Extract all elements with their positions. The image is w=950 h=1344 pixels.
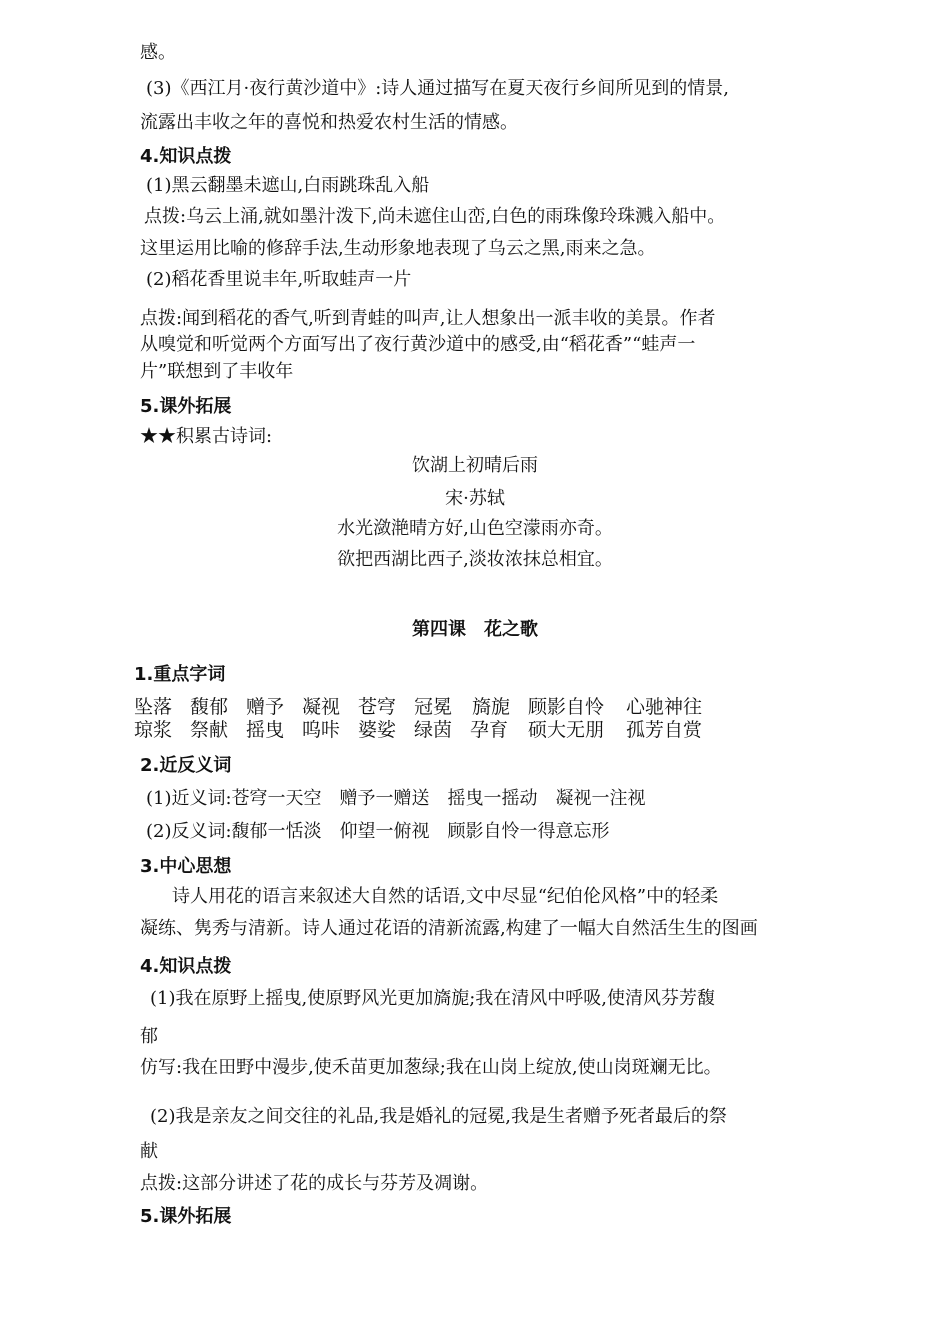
text-line: 流露出丰收之年的喜悦和热爱农村生活的情感。: [140, 112, 518, 133]
poem-title: 饮湖上初晴后雨: [412, 455, 538, 476]
text-line: 诗人用花的语言来叙述大自然的话语,文中尽显“纪伯伦风格”中的轻柔: [172, 886, 719, 907]
vocab-word: 顾影自怜: [528, 696, 605, 718]
vocab-word: 孕育: [470, 719, 509, 741]
text-line: ★★积累古诗词:: [140, 426, 273, 447]
text-line: 从嗅觉和听觉两个方面写出了夜行黄沙道中的感受,由“稻花香”“蛙声一: [140, 334, 696, 355]
text-line: 点拨:这部分讲述了花的成长与芬芳及凋谢。: [140, 1173, 489, 1194]
text-line: 点拨:乌云上涌,就如墨汁泼下,尚未遮住山峦,白色的雨珠像玲珠溅入船中。: [144, 206, 726, 227]
section-heading: 4.知识点拨: [140, 956, 232, 977]
text-line: 点拨:闻到稻花的香气,听到青蛙的叫声,让人想象出一派丰收的美景。作者: [140, 308, 716, 329]
vocab-word: 婆娑: [358, 719, 397, 741]
vocab-word: 苍穹: [358, 696, 397, 718]
text-line: (2)稻花香里说丰年,听取蛙声一片: [146, 269, 412, 290]
text-line: 这里运用比喻的修辞手法,生动形象地表现了乌云之黑,雨来之急。: [140, 238, 656, 259]
vocab-word: 呜咔: [302, 719, 341, 741]
text-line: (2)反义词:馥郁一恬淡 仰望一俯视 顾影自怜一得意忘形: [146, 821, 610, 842]
section-heading: 3.中心思想: [140, 856, 232, 877]
lesson-title: 第四课 花之歌: [412, 619, 538, 640]
vocab-word: 馥郁: [190, 696, 229, 718]
vocab-word: 琼浆: [134, 719, 173, 741]
section-heading: 1.重点字词: [134, 664, 226, 685]
text-line: 郁: [140, 1026, 158, 1047]
vocab-word: 祭献: [190, 719, 229, 741]
poem-author: 宋·苏轼: [445, 488, 505, 509]
vocab-word: 凝视: [302, 696, 341, 718]
vocab-word: 孤芳自赏: [626, 719, 703, 741]
section-heading: 4.知识点拨: [140, 146, 232, 167]
text-line: (2)我是亲友之间交往的礼品,我是婚礼的冠冕,我是生者赠予死者最后的祭: [150, 1106, 727, 1127]
text-line: 仿写:我在田野中漫步,使禾苗更加葱绿;我在山岗上绽放,使山岗斑斓无比。: [140, 1057, 722, 1078]
text-line: (1)黑云翻墨未遮山,白雨跳珠乱入船: [146, 175, 430, 196]
section-heading: 5.课外拓展: [140, 396, 232, 417]
vocab-word: 摇曳: [246, 719, 285, 741]
vocab-word: 绿茵: [414, 719, 453, 741]
poem-line: 水光潋滟晴方好,山色空濛雨亦奇。: [337, 518, 613, 539]
text-line: 凝练、隽秀与清新。诗人通过花语的清新流露,构建了一幅大自然活生生的图画: [140, 918, 758, 939]
vocab-word: 旖旎: [472, 696, 511, 718]
text-line: 献: [140, 1141, 158, 1162]
text-line: (3)《西江月·夜行黄沙道中》:诗人通过描写在夏天夜行乡间所见到的情景,: [146, 78, 730, 99]
section-heading: 5.课外拓展: [140, 1206, 232, 1227]
poem-line: 欲把西湖比西子,淡妆浓抹总相宜。: [337, 549, 613, 570]
section-heading: 2.近反义词: [140, 755, 232, 776]
vocab-word: 赠予: [246, 696, 285, 718]
vocab-word: 坠落: [134, 696, 173, 718]
vocab-word: 心驰神往: [626, 696, 703, 718]
text-line: (1)我在原野上摇曳,使原野风光更加旖旎;我在清风中呼吸,使清风芬芳馥: [150, 988, 716, 1009]
text-line: (1)近义词:苍穹一天空 赠予一赠送 摇曳一摇动 凝视一注视: [146, 788, 646, 809]
vocab-word: 硕大无朋: [528, 719, 605, 741]
text-line: 感。: [140, 42, 176, 63]
vocab-word: 冠冕: [414, 696, 453, 718]
text-line: 片”联想到了丰收年: [140, 361, 294, 382]
